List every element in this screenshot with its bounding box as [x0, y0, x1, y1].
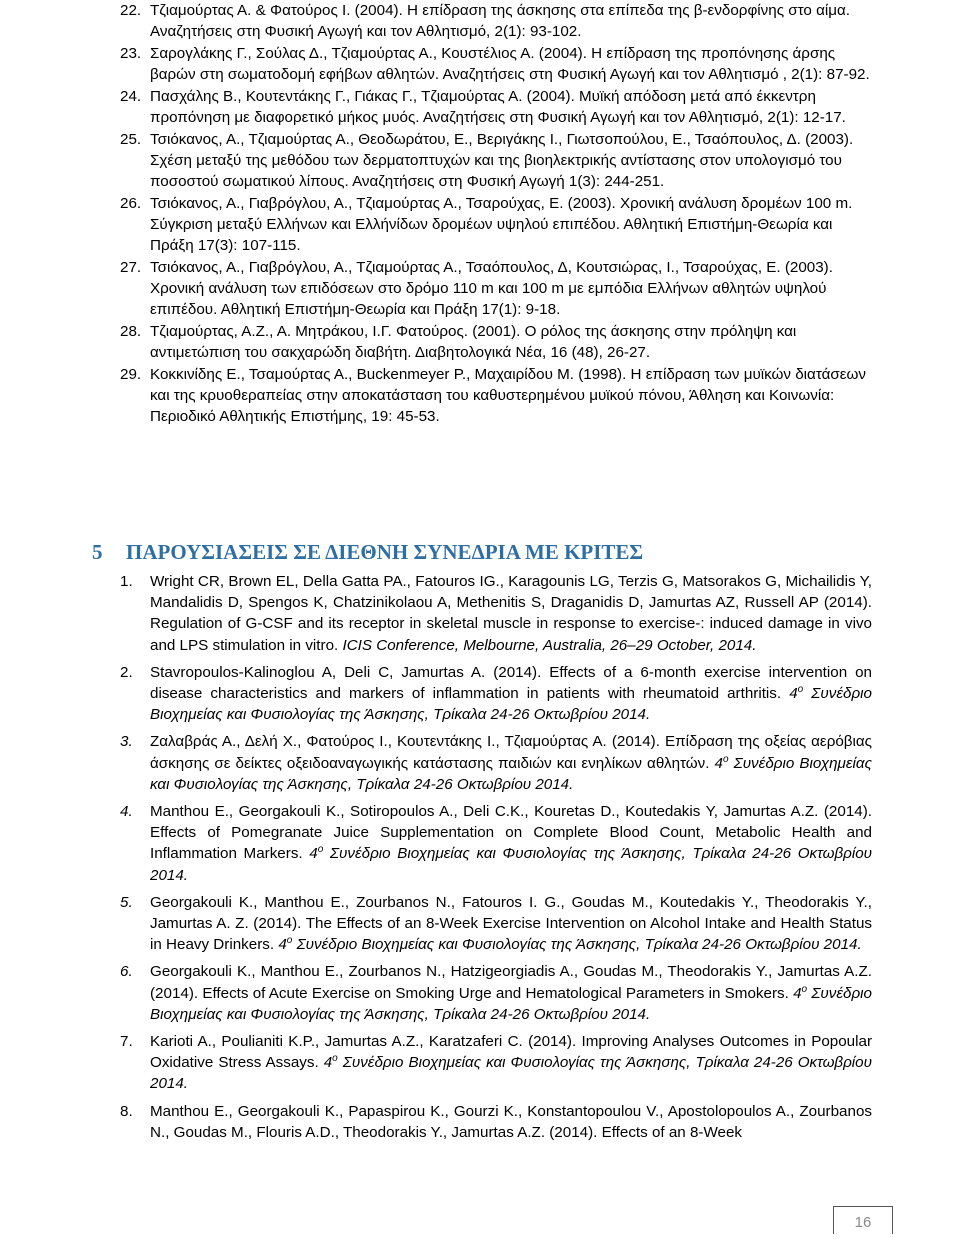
reference-text: Πασχάλης Β., Κουτεντάκης Γ., Γιάκας Γ., Τζιαμούρτας Α. (2004). Μυϊκή απόδοση μετά από έκκεντρη προπόνηση με διαφορετικό μήκος μυός. Αναζητήσεις στη Φυσική Αγωγή και τον Αθλητισμό, 2(1): 12-17. — [150, 88, 846, 126]
reference-item — [120, 43, 872, 85]
references-list — [120, 0, 872, 428]
section-number: 5 — [92, 540, 103, 564]
reference-text: Τζιαμούρτας Α. & Φατούρος Ι. (2004). Η επίδραση της άσκησης στα επίπεδα της β-ενδορφίνης στο αίμα. Αναζητήσεις στη Φυσική Αγωγή και τον Αθλητισμό, 2(1): 93-102. — [150, 2, 850, 40]
reference-number: 23. — [120, 45, 142, 62]
presentation-body: Stavropoulos-Kalinoglou A, Deli C, Jamurtas A. (2014). Effects of a 6-month exercise intervention on disease characteristics and markers of inflammation in patients with rheumatoid arthritis. — [150, 663, 872, 703]
reference-number: 25. — [120, 131, 142, 148]
venue-text: Συνέδριο Βιοχημείας και Φυσιολογίας της Άσκησης, Τρίκαλα 24-26 Οκτωβρίου 2014. — [150, 984, 872, 1023]
presentation-number: 5. — [120, 893, 133, 911]
reference-text: Τσιόκανος, Α., Γιαβρόγλου, Α., Τζιαμούρτας Α., Τσαόπουλος, Δ, Κουτσιώρας, Ι., Τσαρούχας, Ε. (2003). Χρονική ανάλυση των επιδόσεων στο δρόμο 110 m και 100 m με εμπόδια Ελλήνων αθλητών υψηλού επιπέδου. Αθλητική Επιστήμη-Θεωρία και Πράξη 17(1): 9-18. — [150, 259, 833, 318]
venue-ordinal: 4 — [309, 845, 318, 863]
venue-text: Συνέδριο Βιοχημείας και Φυσιολογίας της Άσκησης, Τρίκαλα 24-26 Οκτωβρίου 2014. — [150, 845, 872, 884]
venue-text: Συνέδριο Βιοχημείας και Φυσιολογίας της Άσκησης, Τρίκαλα 24-26 Οκτωβρίου 2014. — [150, 685, 872, 724]
venue-ordinal: 4 — [793, 984, 802, 1002]
reference-item — [120, 193, 872, 256]
presentation-item — [120, 961, 872, 1025]
presentation-text — [150, 801, 872, 886]
venue-text: ICIS Conference, Melbourne, Australia, 26–29 October, 2014. — [342, 636, 757, 654]
reference-number: 28. — [120, 323, 142, 340]
presentation-item — [120, 1101, 872, 1143]
presentation-number: 1. — [120, 573, 133, 590]
venue-ordinal: 4 — [714, 754, 723, 772]
presentation-body: Manthou E., Georgakouli K., Sotiropoulos A., Deli C.K., Kouretas D., Koutedakis Y, Jamurtas A.Z. (2014). Effects of Pomegranate Juice Supplementation on Complete Blood Count, Metabolic Health and Inflammation Markers. — [150, 803, 872, 863]
presentation-body: Georgakouli K., Manthou E., Zourbanos N., Fatouros I. G., Goudas M., Koutedakis Y., Theodorakis Y., Jamurtas A. Z. (2014). The Effects of an 8-Week Exercise Intervention on Alcohol Intake and Health Status in Heavy Drinkers. — [150, 893, 872, 954]
reference-text: Τσιόκανος, Α., Τζιαμούρτας Α., Θεοδωράτου, Ε., Βεριγάκης Ι., Γιωτσοπούλου, Ε., Τσαόπουλος, Δ. (2003). Σχέση μεταξύ της μεθόδου των δερματοπτυχών και της βιοηλεκτρικής αντίστασης στον υπολογισμό του ποσοστού σωματικού λίπους. Αναζητήσεις στη Φυσική Αγωγή 1(3): 244-251. — [150, 131, 854, 190]
presentation-item — [120, 731, 872, 795]
reference-item — [120, 0, 872, 42]
reference-number: 26. — [120, 195, 142, 212]
venue-ordinal-sup: ο — [801, 983, 808, 995]
presentation-number: 3. — [120, 733, 133, 751]
venue-text: Συνέδριο Βιοχημείας και Φυσιολογίας της Άσκησης, Τρίκαλα 24-26 Οκτωβρίου 2014. — [296, 936, 862, 954]
presentation-text — [150, 1101, 872, 1143]
reference-number: 29. — [120, 366, 142, 383]
section-heading — [92, 540, 872, 565]
venue-ordinal: 4 — [323, 1054, 333, 1072]
reference-item — [120, 364, 872, 427]
presentation-item — [120, 571, 872, 656]
venue-ordinal-sup: ο — [317, 844, 324, 856]
venue-text: Συνέδριο Βιοχημείας και Φυσιολογίας της Άσκησης, Τρίκαλα 24-26 Οκτωβρίου 2014. — [150, 1054, 872, 1093]
presentation-item — [120, 1031, 872, 1095]
venue-ordinal: 4 — [278, 936, 287, 954]
venue-ordinal: 4 — [789, 685, 798, 703]
reference-number: 27. — [120, 259, 142, 276]
presentation-body: Manthou E., Georgakouli K., Papaspirou K., Gourzi K., Konstantopoulou V., Apostolopoulos A., Zourbanos N., Goudas M., Flouris A.D., Theodorakis Y., Jamurtas A.Z. (2014). Effects of an 8-Week — [150, 1102, 872, 1141]
venue-ordinal-sup: ο — [286, 935, 293, 947]
presentation-body: Ζαλαβράς Α., Δελή Χ., Φατούρος Ι., Κουτεντάκης Ι., Τζιαμούρτας Α. (2014). Επίδραση της οξείας αερόβιας άσκησης σε δείκτες οξειδοαναγωγικής κατάστασης παιδιών και ενηλίκων αθλητών. — [150, 733, 872, 772]
presentation-body: Georgakouli K., Manthou E., Zourbanos N., Hatzigeorgiadis A., Goudas M., Theodorakis Y., Jamurtas A.Z. (2014). Effects of Acute Exercise on Smoking Urge and Hematological Parameters in Smokers. — [150, 963, 872, 1002]
reference-item — [120, 321, 872, 363]
venue-ordinal-sup: ο — [797, 683, 804, 695]
reference-number: 24. — [120, 88, 142, 105]
presentation-item — [120, 801, 872, 886]
reference-text: Τζιαμούρτας, Α.Ζ., Α. Μητράκου, Ι.Γ. Φατούρος. (2001). Ο ρόλος της άσκησης στην πρόληψη και αντιμετώπιση του σακχαρώδη διαβήτη. Διαβητολογικά Νέα, 16 (48), 26-27. — [150, 323, 797, 361]
presentation-text — [150, 961, 872, 1025]
venue-text: Συνέδριο Βιοχημείας και Φυσιολογίας της Άσκησης, Τρίκαλα 24-26 Οκτωβρίου 2014. — [150, 754, 872, 793]
page-number: 16 — [833, 1206, 893, 1234]
reference-text: Κοκκινίδης Ε., Τσαμούρτας Α., Buckenmeyer P., Μαχαιρίδου Μ. (1998). Η επίδραση των μυϊκών διατάσεων και της κρυοθεραπείας στην αποκατάσταση του καθυστερημένου μυϊκού πόνου, Άθληση και Κοινωνία: Περιοδικό Αθλητικής Επιστήμης, 19: 45-53. — [150, 366, 866, 425]
presentation-body: Karioti A., Poulianiti K.P., Jamurtas A.Z., Karatzaferi C. (2014). Improving Analyses Outcomes in Popoular Oxidative Stress Assays. — [150, 1033, 872, 1072]
presentation-body: Wright CR, Brown EL, Della Gatta PA., Fatouros IG., Karagounis LG, Terzis G, Matsorakos G, Michailidis Y, Mandalidis D, Spengos K, Chatzinikolaou A, Methenitis S, Draganidis D, Jamurtas AZ, Russell AP (2014). Regulation of G-CSF and its receptor in skeletal muscle in response to exercise-: induced damage in vivo and LPS stimulation in vitro. — [150, 573, 872, 654]
venue-ordinal-sup: ο — [722, 753, 729, 765]
presentation-number: 6. — [120, 963, 133, 981]
section-title: ΠΑΡΟΥΣΙΑΣΕΙΣ ΣΕ ΔΙΕΘΝΗ ΣΥΝΕΔΡΙΑ ΜΕ ΚΡΙΤΕΣ — [126, 540, 644, 564]
presentation-item — [120, 892, 872, 956]
reference-item — [120, 86, 872, 128]
reference-text: Τσιόκανος, Α., Γιαβρόγλου, Α., Τζιαμούρτας Α., Τσαρούχας, Ε. (2003). Χρονική ανάλυση δρομέων 100 m. Σύγκριση μεταξύ Ελλήνων και Ελλήνίδων δρομέων υψηλού επιπέδου. Αθλητική Επιστήμη-Θεωρία και Πράξη 17(3): 107-115. — [150, 195, 853, 254]
presentation-venue — [278, 936, 861, 953]
presentation-text — [150, 571, 872, 656]
reference-item — [120, 129, 872, 192]
presentation-number: 2. — [120, 663, 133, 681]
venue-ordinal-sup: ο — [332, 1053, 338, 1065]
presentation-venue — [342, 637, 756, 654]
presentation-number: 8. — [120, 1102, 133, 1120]
presentation-text — [150, 892, 872, 956]
presentation-item — [120, 662, 872, 726]
reference-number: 22. — [120, 2, 142, 19]
presentation-text — [150, 1031, 872, 1095]
reference-text: Σαρογλάκης Γ., Σούλας Δ., Τζιαμούρτας Α., Κουστέλιος Α. (2004). Η επίδραση της προπόνησης άρσης βαρών στη σωματοδομή εφήβων αθλητών. Αναζητήσεις στη Φυσική Αγωγή και τον Αθλητισμό , 2(1): 87-92. — [150, 45, 870, 83]
presentation-text — [150, 662, 872, 726]
reference-item — [120, 257, 872, 320]
presentation-text — [150, 731, 872, 795]
presentation-number: 7. — [120, 1033, 133, 1051]
presentations-list — [120, 571, 872, 1149]
presentation-number: 4. — [120, 803, 133, 821]
